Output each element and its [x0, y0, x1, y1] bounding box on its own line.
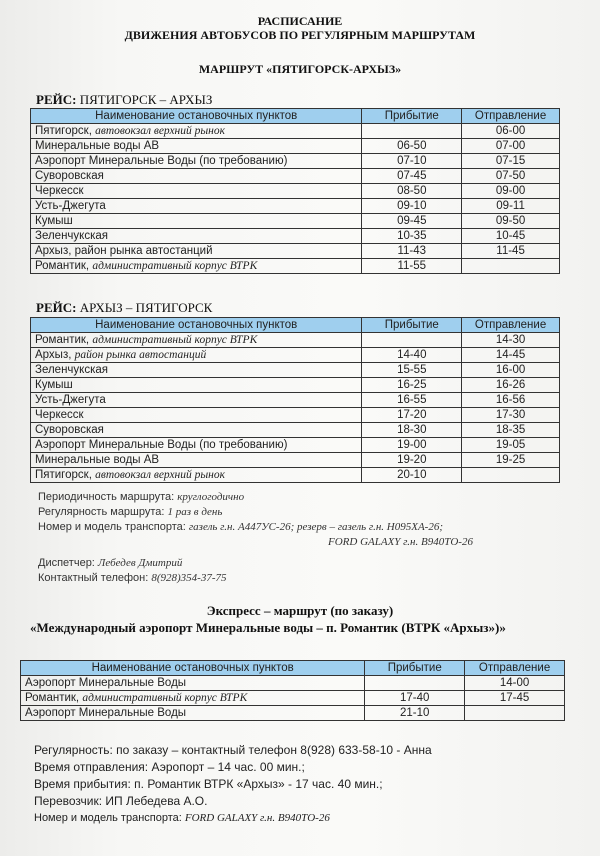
stop-name-cell — [21, 691, 365, 706]
table-row — [31, 244, 560, 259]
arrival-time: 08-50 — [362, 184, 462, 199]
trip1-label: РЕЙС: — [36, 92, 77, 107]
table-row — [31, 333, 560, 348]
table-row — [31, 408, 560, 423]
col-arrival-header: Прибытие — [365, 661, 465, 676]
departure-time — [465, 706, 565, 721]
periodicity-label: Периодичность маршрута: — [38, 491, 178, 503]
stop-name: Минеральные воды АВ — [35, 140, 160, 152]
stop-name: Минеральные воды АВ — [35, 454, 160, 466]
stop-name-cell — [31, 393, 362, 408]
departure-time: 06-00 — [462, 124, 560, 139]
express-info — [34, 742, 432, 827]
transport-value-2: FORD GALAXY г.н. В940ТО-26 — [328, 536, 473, 548]
arrival-time: 18-30 — [362, 423, 462, 438]
stop-name-cell — [31, 453, 362, 468]
stop-name: Черкесск — [35, 185, 84, 197]
stop-name-cell — [31, 438, 362, 453]
arrival-time: 14-40 — [362, 348, 462, 363]
regularity-value: 1 раз в день — [167, 506, 223, 518]
departure-time: 14-45 — [462, 348, 560, 363]
stop-note: административный корпус ВТРК — [82, 692, 248, 704]
arrival-time: 16-55 — [362, 393, 462, 408]
departure-time: 16-26 — [462, 378, 560, 393]
stop-name-cell — [31, 378, 362, 393]
departure-time: 16-00 — [462, 363, 560, 378]
trip1-name: ПЯТИГОРСК – АРХЫЗ — [76, 92, 213, 107]
express-table — [20, 660, 565, 721]
col-departure-header: Отправление — [462, 318, 560, 333]
table-header-row — [31, 109, 560, 124]
stop-name: Архыз, район рынка автостанций — [35, 245, 213, 257]
stop-name: Кумыш — [35, 379, 73, 391]
departure-time: 07-50 — [462, 169, 560, 184]
table-header-row — [31, 318, 560, 333]
phone-line — [38, 571, 473, 586]
transport-label: Номер и модель транспорта: — [38, 521, 189, 533]
col-name-header: Наименование остановочных пунктов — [31, 318, 362, 333]
departure-time: 19-05 — [462, 438, 560, 453]
table-row — [31, 184, 560, 199]
footer-line-4: Перевозчик: ИП Лебедева А.О. — [34, 794, 208, 808]
departure-time: 17-45 — [465, 691, 565, 706]
table-row — [21, 676, 565, 691]
departure-time: 09-50 — [462, 214, 560, 229]
footer-line-3: Время прибытия: п. Романтик ВТРК «Архыз» - 17 час. 40 мин.; — [34, 777, 383, 791]
regularity-label: Регулярность маршрута: — [38, 506, 168, 518]
departure-time: 07-15 — [462, 154, 560, 169]
col-departure-header: Отправление — [462, 109, 560, 124]
stop-name: Аэропорт Минеральные Воды — [25, 677, 187, 689]
stop-name-cell — [31, 423, 362, 438]
stop-name: Зеленчукская — [35, 364, 108, 376]
stop-name: Суворовская — [35, 170, 104, 182]
table-row — [31, 423, 560, 438]
stop-name-cell — [21, 706, 365, 721]
table-row — [21, 706, 565, 721]
table-row — [31, 438, 560, 453]
arrival-time: 16-25 — [362, 378, 462, 393]
stop-name-cell — [31, 124, 362, 139]
stop-name: Пятигорск, — [35, 469, 96, 481]
departure-time: 14-00 — [465, 676, 565, 691]
table-row — [31, 453, 560, 468]
departure-time: 07-00 — [462, 139, 560, 154]
arrival-time: 17-40 — [365, 691, 465, 706]
doc-title: РАСПИСАНИЕ — [257, 14, 343, 28]
arrival-time: 20-10 — [362, 468, 462, 483]
arrival-time: 09-45 — [362, 214, 462, 229]
stop-name: Романтик, — [35, 260, 93, 272]
stop-name-cell — [21, 676, 365, 691]
route-info — [38, 490, 473, 586]
arrival-time — [362, 124, 462, 139]
col-departure-header: Отправление — [465, 661, 565, 676]
arrival-time: 19-00 — [362, 438, 462, 453]
departure-time: 10-45 — [462, 229, 560, 244]
transport-label: Номер и модель транспорта: — [34, 812, 185, 824]
doc-subtitle: ДВИЖЕНИЯ АВТОБУСОВ ПО РЕГУЛЯРНЫМ МАРШРУТАМ — [124, 28, 476, 42]
table-row — [31, 154, 560, 169]
stop-name-cell — [31, 408, 362, 423]
departure-time — [462, 468, 560, 483]
trip1-table — [30, 108, 560, 274]
table-row — [31, 378, 560, 393]
stop-name-cell — [31, 333, 362, 348]
stop-name: Романтик, — [25, 692, 83, 704]
express-title: Экспресс – маршрут (по заказу) — [206, 603, 394, 618]
stop-name: Архыз, — [35, 349, 75, 361]
table-row — [31, 214, 560, 229]
departure-time: 14-30 — [462, 333, 560, 348]
stop-name-cell — [31, 199, 362, 214]
table-row — [31, 348, 560, 363]
col-arrival-header: Прибытие — [362, 109, 462, 124]
table-row — [31, 229, 560, 244]
arrival-time: 17-20 — [362, 408, 462, 423]
departure-time — [462, 259, 560, 274]
trip2-name: АРХЫЗ – ПЯТИГОРСК — [76, 300, 213, 315]
stop-name: Аэропорт Минеральные Воды (по требованию) — [35, 439, 288, 451]
stop-name-cell — [31, 348, 362, 363]
stop-name: Романтик, — [35, 334, 93, 346]
regularity-line — [38, 505, 473, 520]
arrival-time: 06-50 — [362, 139, 462, 154]
stop-name-cell — [31, 184, 362, 199]
departure-time: 16-56 — [462, 393, 560, 408]
stop-name: Суворовская — [35, 424, 104, 436]
trip2-label: РЕЙС: — [36, 300, 77, 315]
footer-line-5 — [34, 810, 432, 827]
phone-label: Контактный телефон: — [38, 572, 152, 584]
route-title: МАРШРУТ «ПЯТИГОРСК-АРХЫЗ» — [198, 62, 402, 76]
dispatcher-label: Диспетчер: — [38, 557, 98, 569]
periodicity-line — [38, 490, 473, 505]
departure-time: 11-45 — [462, 244, 560, 259]
stop-note: район рынка автостанций — [74, 349, 207, 361]
table-row — [31, 139, 560, 154]
col-arrival-header: Прибытие — [362, 318, 462, 333]
trip2-table — [30, 317, 560, 483]
stop-note: автовокзал верхний рынок — [95, 469, 226, 481]
trip2-heading — [36, 300, 212, 316]
stop-note: автовокзал верхний рынок — [95, 125, 226, 137]
arrival-time: 19-20 — [362, 453, 462, 468]
stop-name: Аэропорт Минеральные Воды — [25, 707, 187, 719]
arrival-time: 21-10 — [365, 706, 465, 721]
table-row — [31, 199, 560, 214]
express-subtitle: «Международный аэропорт Минеральные воды – п. Романтик (ВТРК «Архыз»)» — [30, 620, 506, 635]
periodicity-value: круглогодично — [177, 491, 245, 503]
stop-name-cell — [31, 229, 362, 244]
stop-name: Черкесск — [35, 409, 84, 421]
table-row — [31, 468, 560, 483]
arrival-time: 09-10 — [362, 199, 462, 214]
col-name-header: Наименование остановочных пунктов — [31, 109, 362, 124]
stop-name: Усть-Джегута — [35, 200, 106, 212]
departure-time: 09-11 — [462, 199, 560, 214]
phone-value: 8(928)354-37-75 — [151, 572, 227, 584]
table-row — [21, 691, 565, 706]
table-header-row — [21, 661, 565, 676]
stop-name: Зеленчукская — [35, 230, 108, 242]
arrival-time — [362, 333, 462, 348]
stop-name-cell — [31, 468, 362, 483]
departure-time: 17-30 — [462, 408, 560, 423]
transport-value: газель г.н. А447УС-26; резерв – газель г.н. Н095ХА-26; — [188, 521, 443, 533]
stop-name-cell — [31, 214, 362, 229]
stop-name-cell — [31, 259, 362, 274]
table-row — [31, 363, 560, 378]
stop-name: Пятигорск, — [35, 125, 96, 137]
stop-note: административный корпус ВТРК — [92, 334, 258, 346]
transport-line-2 — [38, 535, 473, 550]
stop-name-cell — [31, 154, 362, 169]
transport-value: FORD GALAXY г.н. В940ТО-26 — [184, 812, 330, 824]
stop-name-cell — [31, 169, 362, 184]
trip1-heading — [36, 92, 212, 108]
arrival-time: 10-35 — [362, 229, 462, 244]
stop-name-cell — [31, 139, 362, 154]
stop-name-cell — [31, 363, 362, 378]
stop-name: Усть-Джегута — [35, 394, 106, 406]
table-row — [31, 259, 560, 274]
arrival-time — [365, 676, 465, 691]
footer-line-1: Регулярность: по заказу – контактный телефон 8(928) 633-58-10 - Анна — [34, 743, 432, 757]
departure-time: 19-25 — [462, 453, 560, 468]
departure-time: 09-00 — [462, 184, 560, 199]
transport-line — [38, 520, 473, 535]
arrival-time: 11-43 — [362, 244, 462, 259]
footer-line-2: Время отправления: Аэропорт – 14 час. 00 мин.; — [34, 760, 305, 774]
stop-name: Аэропорт Минеральные Воды (по требованию) — [35, 155, 288, 167]
stop-name-cell — [31, 244, 362, 259]
col-name-header: Наименование остановочных пунктов — [21, 661, 365, 676]
departure-time: 18-35 — [462, 423, 560, 438]
dispatcher-line — [38, 556, 473, 571]
table-row — [31, 169, 560, 184]
arrival-time: 07-10 — [362, 154, 462, 169]
dispatcher-value: Лебедев Дмитрий — [97, 557, 183, 569]
table-row — [31, 124, 560, 139]
stop-name: Кумыш — [35, 215, 73, 227]
stop-note: административный корпус ВТРК — [92, 260, 258, 272]
arrival-time: 15-55 — [362, 363, 462, 378]
arrival-time: 11-55 — [362, 259, 462, 274]
table-row — [31, 393, 560, 408]
arrival-time: 07-45 — [362, 169, 462, 184]
